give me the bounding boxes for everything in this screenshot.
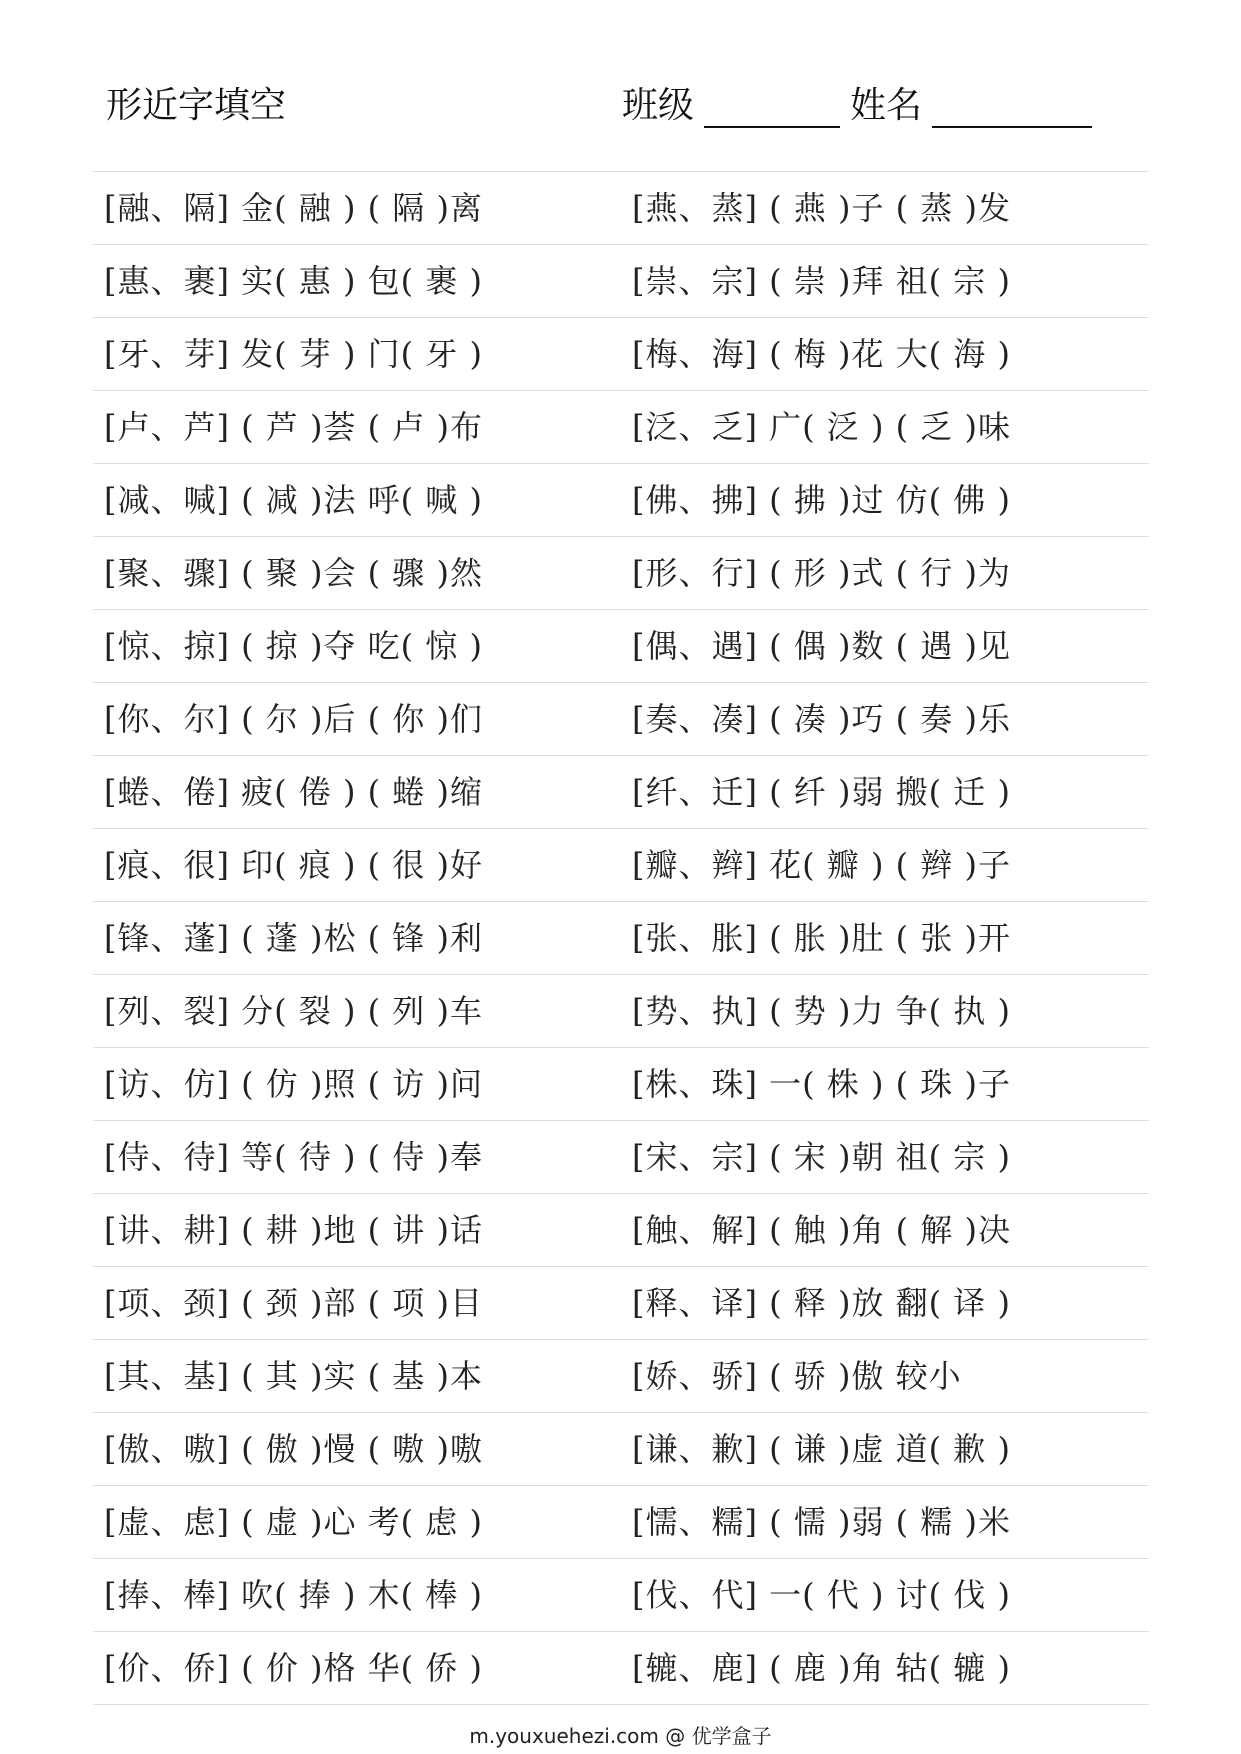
exercise-left: [讲、耕] ( 耕 )地 ( 讲 )话 [104,1211,483,1249]
exercise-row [93,901,1149,974]
exercise-left: [列、裂] 分( 裂 ) ( 列 )车 [104,992,483,1030]
exercise-left: [侍、待] 等( 待 ) ( 侍 )奉 [104,1138,483,1176]
exercise-right: [燕、蒸] ( 燕 )子 ( 蒸 )发 [632,189,1011,227]
exercise-left: [访、仿] ( 仿 )照 ( 访 )问 [104,1065,483,1103]
exercise-row [93,1412,1149,1485]
exercise-row [93,171,1149,244]
exercise-row [93,1193,1149,1266]
exercise-left: [融、隔] 金( 融 ) ( 隔 )离 [104,189,483,227]
exercise-row [93,317,1149,390]
exercise-right: [株、珠] 一( 株 ) ( 珠 )子 [632,1065,1011,1103]
exercise-row [93,244,1149,317]
exercise-left: [惠、裹] 实( 惠 ) 包( 裹 ) [104,262,483,300]
exercise-row [93,1047,1149,1120]
exercise-right: [形、行] ( 形 )式 ( 行 )为 [632,554,1011,592]
exercise-right: [奏、凑] ( 凑 )巧 ( 奏 )乐 [632,700,1011,738]
exercise-row [93,390,1149,463]
exercise-row [93,1339,1149,1412]
student-info [622,76,1092,136]
exercise-right: [懦、糯] ( 懦 )弱 ( 糯 )米 [632,1503,1011,1541]
exercise-left: [其、基] ( 其 )实 ( 基 )本 [104,1357,483,1395]
exercise-right: [势、执] ( 势 )力 争( 执 ) [632,992,1011,1030]
exercise-row [93,1631,1149,1705]
exercise-right: [伐、代] 一( 代 ) 讨( 伐 ) [632,1576,1011,1614]
exercise-left: [聚、骤] ( 聚 )会 ( 骤 )然 [104,554,483,592]
exercise-right: [佛、拂] ( 拂 )过 仿( 佛 ) [632,481,1011,519]
exercise-right: [触、解] ( 触 )角 ( 解 )决 [632,1211,1011,1249]
exercise-row [93,682,1149,755]
exercise-row [93,755,1149,828]
exercise-right: [娇、骄] ( 骄 )傲 较小 [632,1357,962,1395]
exercise-left: [捧、棒] 吹( 捧 ) 木( 棒 ) [104,1576,483,1614]
exercise-row [93,1485,1149,1558]
exercise-left: [项、颈] ( 颈 )部 ( 项 )目 [104,1284,483,1322]
name-blank-field[interactable] [932,84,1092,128]
exercise-left: [价、侨] ( 价 )格 华( 侨 ) [104,1649,483,1687]
exercise-right: [谦、歉] ( 谦 )虚 道( 歉 ) [632,1430,1011,1468]
exercise-row [93,463,1149,536]
exercise-row [93,1266,1149,1339]
exercise-right: [泛、乏] 广( 泛 ) ( 乏 )味 [632,408,1011,446]
exercise-row [93,1120,1149,1193]
exercise-left: [牙、芽] 发( 芽 ) 门( 牙 ) [104,335,483,373]
class-blank-field[interactable] [704,84,840,128]
worksheet-header [0,76,1241,136]
footer-watermark: m.youxuehezi.com @ 优学盒子 [469,1724,772,1748]
exercise-right: [瓣、辫] 花( 瓣 ) ( 辫 )子 [632,846,1011,884]
exercise-left: [你、尔] ( 尔 )后 ( 你 )们 [104,700,483,738]
exercise-row [93,974,1149,1047]
exercise-left: [惊、掠] ( 掠 )夺 吃( 惊 ) [104,627,483,665]
exercise-left: [减、喊] ( 减 )法 呼( 喊 ) [104,481,483,519]
exercise-right: [崇、宗] ( 崇 )拜 祖( 宗 ) [632,262,1011,300]
exercise-left: [虚、虑] ( 虚 )心 考( 虑 ) [104,1503,483,1541]
worksheet-title: 形近字填空 [106,85,287,126]
exercise-grid [93,171,1149,1705]
exercise-row [93,609,1149,682]
class-label: 班级 [622,85,695,126]
exercise-right: [张、胀] ( 胀 )肚 ( 张 )开 [632,919,1011,957]
exercise-row [93,1558,1149,1631]
exercise-left: [傲、嗷] ( 傲 )慢 ( 嗷 )嗷 [104,1430,483,1468]
exercise-row [93,536,1149,609]
exercise-row [93,828,1149,901]
exercise-left: [锋、蓬] ( 蓬 )松 ( 锋 )利 [104,919,483,957]
exercise-right: [梅、海] ( 梅 )花 大( 海 ) [632,335,1011,373]
name-label: 姓名 [850,85,923,126]
exercise-right: [纤、迁] ( 纤 )弱 搬( 迁 ) [632,773,1011,811]
exercise-left: [卢、芦] ( 芦 )荟 ( 卢 )布 [104,408,483,446]
exercise-left: [蜷、倦] 疲( 倦 ) ( 蜷 )缩 [104,773,483,811]
exercise-right: [宋、宗] ( 宋 )朝 祖( 宗 ) [632,1138,1011,1176]
exercise-right: [释、译] ( 释 )放 翻( 译 ) [632,1284,1011,1322]
exercise-right: [偶、遇] ( 偶 )数 ( 遇 )见 [632,627,1011,665]
exercise-right: [辘、鹿] ( 鹿 )角 轱( 辘 ) [632,1649,1011,1687]
exercise-left: [痕、很] 印( 痕 ) ( 很 )好 [104,846,483,884]
